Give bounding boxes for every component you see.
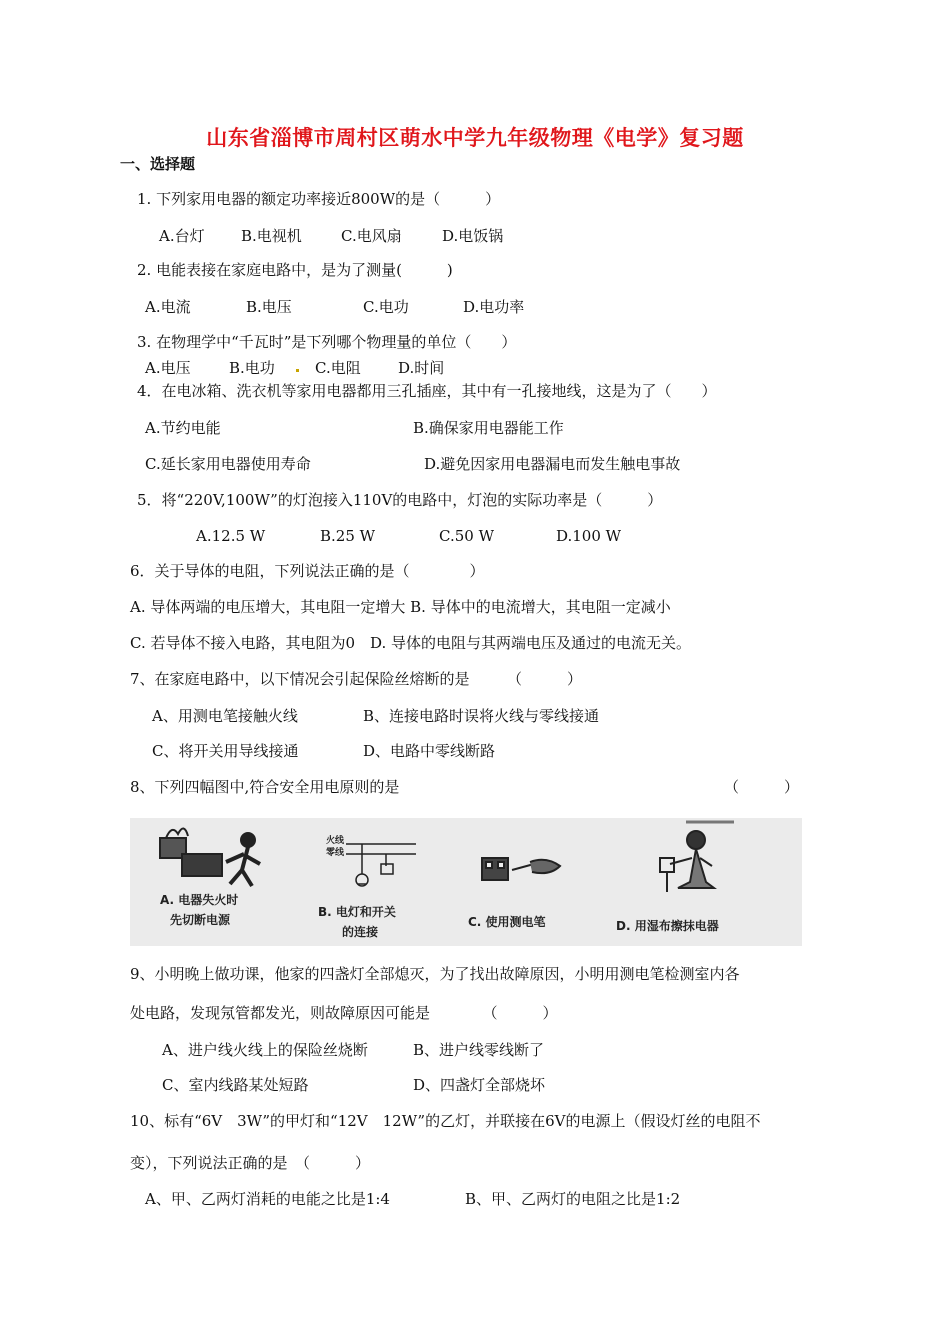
question-10-option-b: B、甲、乙两灯的电阻之比是1:2	[465, 1190, 681, 1208]
question-3-option-b: B.电功	[229, 359, 275, 377]
question-9-option-c: C、室内线路某处短路	[162, 1076, 309, 1094]
question-3-option-d: D.时间	[398, 359, 445, 377]
question-9-option-b: B、进户线零线断了	[413, 1041, 545, 1059]
question-7-option-d: D、电路中零线断路	[363, 742, 496, 760]
question-9-stem-line-2: 处电路，发现氖管都发光，则故障原因可能是 （ ）	[130, 1004, 558, 1022]
caption-b-line-1: B. 电灯和开关	[318, 905, 396, 919]
question-2-option-c: C.电功	[363, 298, 409, 316]
question-1-stem: 1. 下列家用电器的额定功率接近800W的是（ ）	[137, 190, 501, 208]
question-4-option-b: B.确保家用电器能工作	[413, 419, 564, 437]
question-7-option-c: C、将开关用导线接通	[152, 742, 299, 760]
caption-b-line-2: 的连接	[342, 925, 379, 939]
scan-speck	[296, 369, 299, 372]
caption-a-line-1: A. 电器失火时	[160, 893, 239, 907]
question-1-option-d: D.电饭锅	[442, 227, 504, 245]
question-5-option-d: D.100 W	[556, 527, 622, 545]
question-6-stem: 6．关于导体的电阻，下列说法正确的是（ ）	[130, 562, 485, 580]
question-4-option-a: A.节约电能	[145, 419, 221, 437]
question-8-answer-bracket: （ ）	[724, 778, 800, 796]
question-5-stem: 5．将“220V,100W”的灯泡接入110V的电路中，灯泡的实际功率是（ ）	[137, 491, 663, 509]
question-6-options-line-1: A. 导体两端的电压增大，其电阻一定增大 B. 导体中的电流增大，其电阻一定减小	[130, 598, 671, 616]
caption-a-line-2: 先切断电源	[170, 913, 231, 927]
question-5-option-c: C.50 W	[439, 527, 494, 545]
question-9-option-a: A、进户线火线上的保险丝烧断	[162, 1041, 368, 1059]
question-9-stem-line-1: 9、小明晚上做功课，他家的四盏灯全部熄灭，为了找出故障原因，小明用测电笔检测室内各	[130, 965, 740, 983]
question-5-option-b: B.25 W	[320, 527, 376, 545]
question-2-option-a: A.电流	[145, 298, 191, 316]
question-9-option-d: D、四盏灯全部烧坏	[413, 1076, 546, 1094]
question-7-stem: 7、在家庭电路中，以下情况会引起保险丝熔断的是 （ ）	[130, 670, 583, 688]
question-1-option-c: C.电风扇	[341, 227, 402, 245]
document-title: 山东省淄博市周村区萌水中学九年级物理《电学》复习题	[206, 126, 744, 150]
girl-wiping-drawing	[660, 831, 714, 892]
question-3-option-a: A.电压	[145, 359, 191, 377]
question-10-stem-line-2: 变），下列说法正确的是 （ ）	[130, 1154, 371, 1172]
question-8-stem: 8、下列四幅图中,符合安全用电原则的是	[130, 778, 400, 796]
question-1-option-a: A.台灯	[159, 227, 205, 245]
question-2-option-b: B.电压	[246, 298, 292, 316]
lamp-switch-wiring	[346, 844, 416, 886]
question-4-option-c: C.延长家用电器使用寿命	[145, 455, 311, 473]
caption-c: C. 使用测电笔	[468, 915, 546, 929]
question-4-stem: 4．在电冰箱、洗衣机等家用电器都用三孔插座，其中有一孔接地线，这是为了（ ）	[137, 382, 717, 400]
question-7-option-b: B、连接电路时误将火线与零线接通	[363, 707, 600, 725]
question-10-stem-line-1: 10、标有“6V 3W”的甲灯和“12V 12W”的乙灯，并联接在6V的电源上（假设灯丝的电阻不	[130, 1112, 761, 1130]
caption-d: D. 用湿布擦抹电器	[616, 919, 719, 933]
question-3-option-c: C.电阻	[315, 359, 361, 377]
fire-wire-label: 火线	[326, 836, 345, 846]
question-3-stem: 3. 在物理学中“千瓦时”是下列哪个物理量的单位（ ）	[137, 333, 517, 351]
section-heading: 一、选择题	[120, 155, 196, 173]
question-5-option-a: A.12.5 W	[196, 527, 266, 545]
question-4-option-d: D.避免因家用电器漏电而发生触电事故	[424, 455, 681, 473]
question-2-stem: 2. 电能表接在家庭电路中，是为了测量( )	[137, 261, 453, 279]
question-7-option-a: A、用测电笔接触火线	[152, 707, 298, 725]
tester-socket-drawing	[482, 858, 560, 880]
question-10-option-a: A、甲、乙两灯消耗的电能之比是1:4	[145, 1190, 390, 1208]
question-6-options-line-2: C. 若导体不接入电路，其电阻为0 D. 导体的电阻与其两端电压及通过的电流无关。	[130, 634, 692, 652]
neutral-wire-label: 零线	[326, 848, 345, 858]
question-8-figure	[130, 818, 802, 946]
fire-appliance-drawing	[160, 828, 260, 886]
question-1-option-b: B.电视机	[241, 227, 302, 245]
question-2-option-d: D.电功率	[463, 298, 525, 316]
